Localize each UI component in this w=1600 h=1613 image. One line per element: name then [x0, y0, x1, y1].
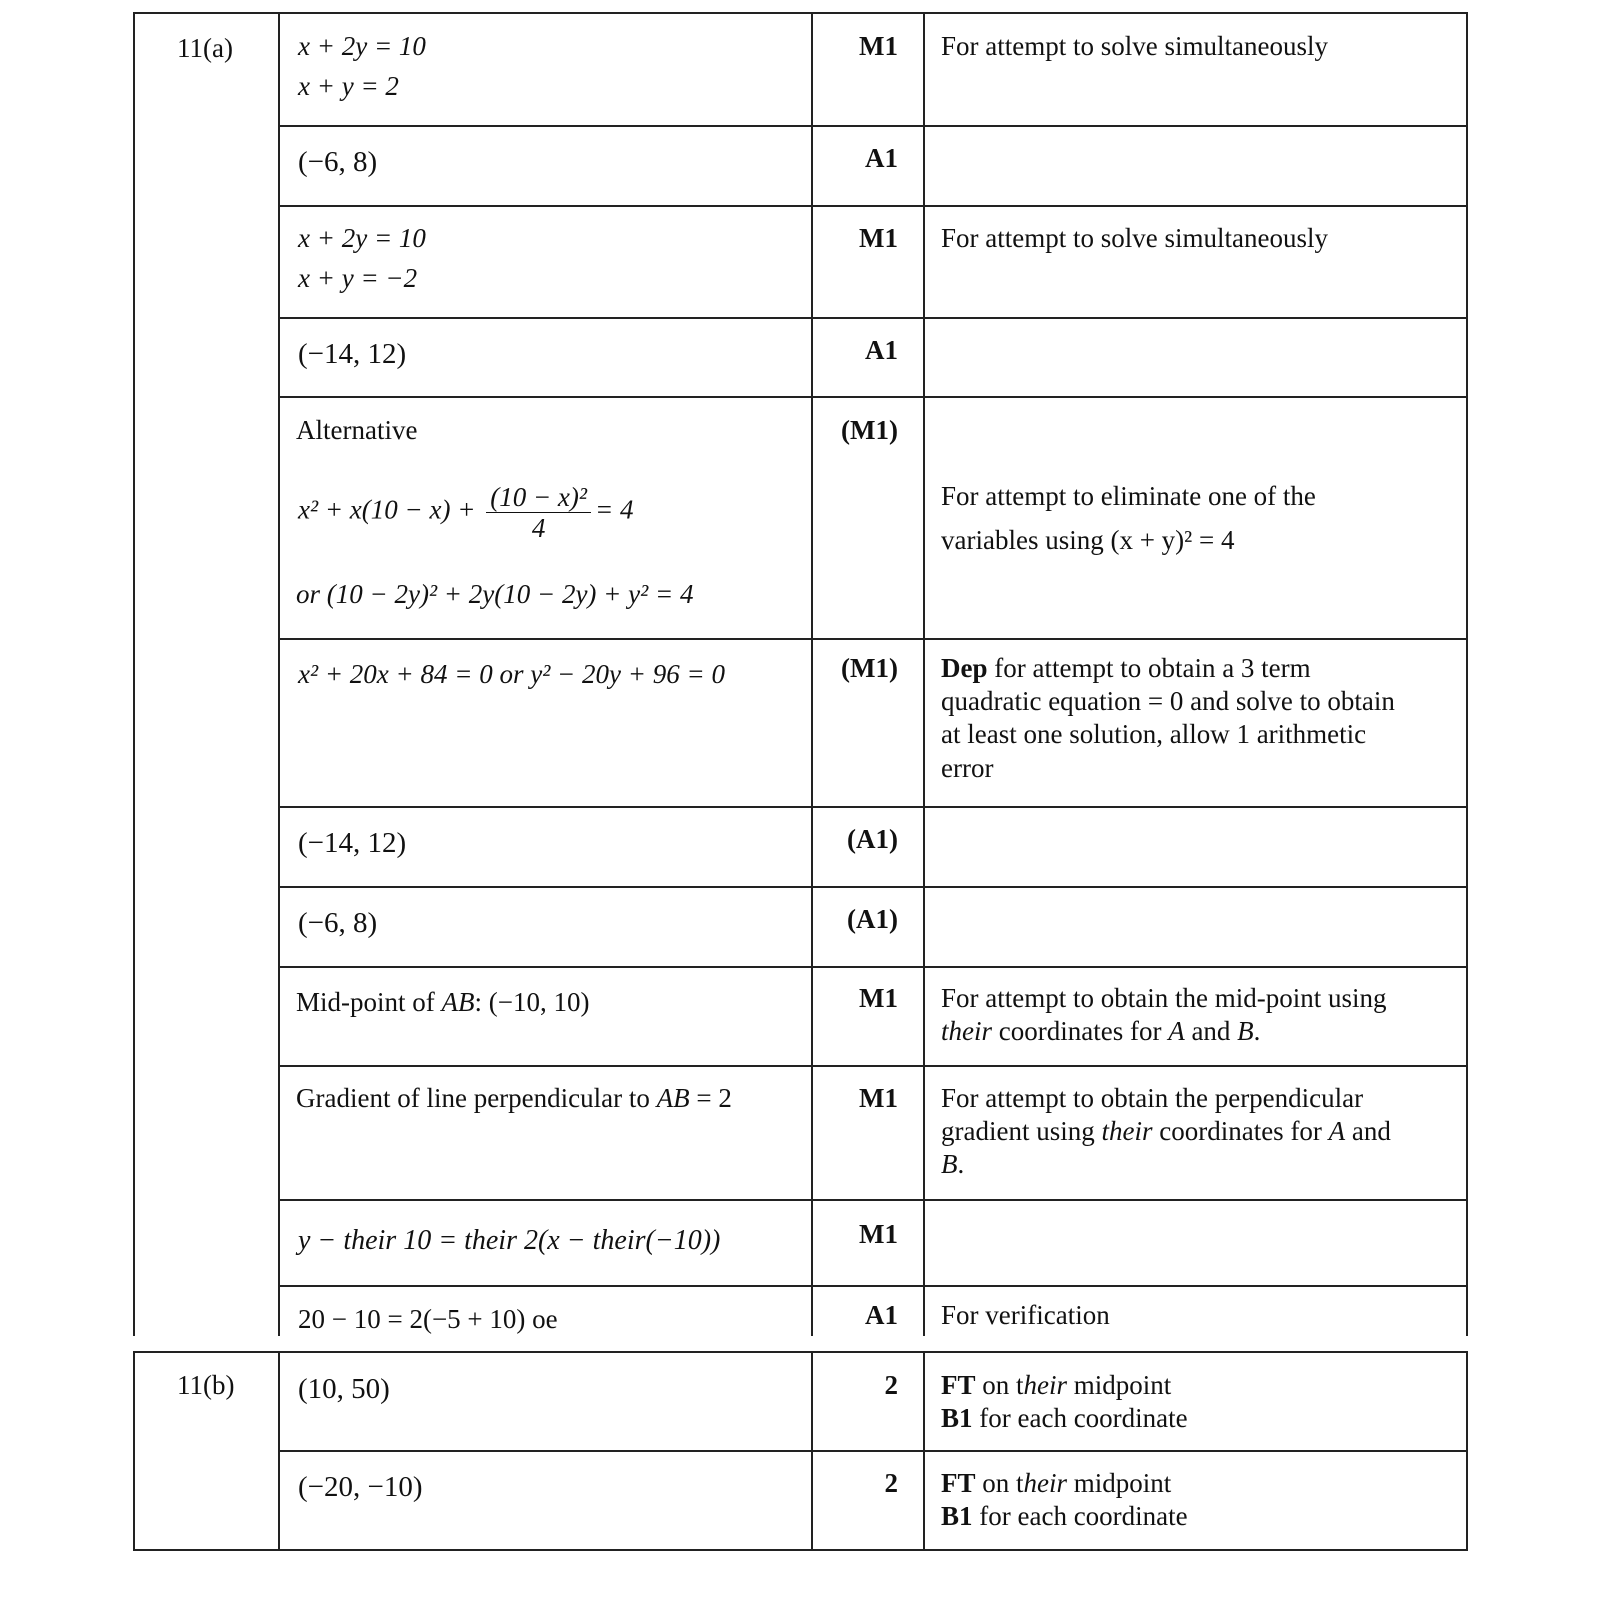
answer-line: (−14, 12)	[298, 338, 407, 370]
guidance-line	[941, 1402, 1188, 1435]
row-divider	[278, 125, 1466, 127]
row-divider	[278, 396, 1466, 398]
fraction-numerator: (10 − x)²	[486, 482, 591, 513]
guidance-italic: heir	[1023, 1468, 1068, 1498]
row-divider	[278, 317, 1466, 319]
mark: A1	[865, 143, 898, 173]
guidance-line	[941, 1115, 1391, 1148]
row-divider	[278, 205, 1466, 207]
mark: (M1)	[841, 415, 898, 445]
guidance-line	[941, 1148, 964, 1181]
answer-text: : (−10, 10)	[474, 987, 590, 1017]
guidance-text: .	[957, 1149, 965, 1179]
answer-line: or (10 − 2y)² + 2y(10 − 2y) + y² = 4	[296, 579, 694, 609]
answer-line: (−6, 8)	[298, 146, 378, 178]
guidance-bold: Dep	[941, 653, 988, 683]
guidance-italic: B	[1237, 1016, 1254, 1046]
row-divider	[278, 966, 1466, 968]
answer-line: x² + 20x + 84 = 0 or y² − 20y + 96 = 0	[298, 659, 725, 689]
guidance-text: .	[1253, 1016, 1261, 1046]
guidance-text: coordinates for	[1152, 1116, 1329, 1146]
row-divider	[278, 806, 1466, 808]
answer-line: (10, 50)	[298, 1373, 390, 1405]
equation-right: = 4	[594, 494, 634, 525]
mark: (A1)	[847, 904, 898, 934]
guidance-text: gradient using	[941, 1116, 1102, 1146]
mark: 2	[884, 1370, 898, 1400]
answer-text: = 2	[689, 1083, 732, 1113]
answer-line: (−20, −10)	[298, 1471, 423, 1503]
row-divider	[278, 1065, 1466, 1067]
guidance-line: error	[941, 753, 994, 783]
row-divider	[278, 886, 1466, 888]
guidance-italic: heir	[1023, 1370, 1068, 1400]
guidance-line: For attempt to obtain the mid-point using	[941, 983, 1387, 1013]
guidance-line	[941, 1369, 1171, 1402]
row-divider	[278, 638, 1466, 640]
mark: M1	[859, 31, 898, 61]
guidance-text: on t	[975, 1370, 1024, 1400]
guidance-text: for each coordinate	[972, 1501, 1188, 1531]
guidance-text: for attempt to obtain a 3 term	[987, 653, 1311, 683]
answer-line: y − their 10 = their 2(x − their(−10))	[298, 1225, 721, 1256]
answer-line: 20 − 10 = 2(−5 + 10) oe	[298, 1304, 558, 1334]
equation	[298, 482, 633, 543]
guidance-italic: A	[1168, 1016, 1185, 1046]
guidance-bold: FT	[941, 1370, 976, 1400]
guidance-line: variables using (x + y)² = 4	[941, 525, 1235, 555]
top-rule	[135, 12, 1466, 14]
guidance-text: and	[1345, 1116, 1391, 1146]
answer-line	[296, 1082, 732, 1115]
guidance-bold: B1	[941, 1501, 973, 1531]
guidance-bold: B1	[941, 1403, 973, 1433]
guidance-italic: their	[1101, 1116, 1153, 1146]
guidance-italic: B	[941, 1149, 958, 1179]
mark: M1	[859, 223, 898, 253]
row-divider	[278, 1199, 1466, 1201]
mark: (M1)	[841, 653, 898, 683]
answer-line	[296, 986, 589, 1019]
answer-line: Alternative	[296, 415, 418, 445]
guidance-text: for each coordinate	[972, 1403, 1188, 1433]
answer-text: Mid-point of	[296, 987, 442, 1017]
guidance-line: at least one solution, allow 1 arithmetic	[941, 719, 1367, 749]
guidance-line: quadratic equation = 0 and solve to obtain	[941, 686, 1395, 716]
question-label: 11(a)	[177, 33, 233, 63]
guidance-line	[941, 1500, 1188, 1533]
guidance-text: midpoint	[1067, 1468, 1172, 1498]
mark: M1	[859, 1219, 898, 1249]
mark-scheme-table-11a	[133, 12, 1468, 1336]
mark: M1	[859, 1083, 898, 1113]
guidance: For attempt to solve simultaneously	[941, 31, 1328, 61]
fraction	[486, 482, 591, 543]
guidance-text: coordinates for	[992, 1016, 1169, 1046]
guidance-line: For attempt to obtain the perpendicular	[941, 1083, 1364, 1113]
answer-italic: AB	[441, 987, 475, 1017]
answer-line: x + y = −2	[298, 263, 418, 293]
guidance-italic: A	[1328, 1116, 1346, 1146]
guidance-line	[941, 1467, 1171, 1500]
row-divider	[278, 1285, 1466, 1287]
mark: 2	[884, 1468, 898, 1498]
guidance-text: on t	[975, 1468, 1024, 1498]
mark: A1	[865, 1300, 898, 1330]
guidance-line	[941, 1015, 1260, 1048]
column-divider	[923, 12, 925, 1336]
fraction-denominator: 4	[531, 513, 546, 543]
answer-line: (−6, 8)	[298, 907, 378, 939]
mark: A1	[865, 335, 898, 365]
answer-line: (−14, 12)	[298, 827, 407, 859]
guidance-text: midpoint	[1067, 1370, 1172, 1400]
guidance-bold: FT	[941, 1468, 976, 1498]
answer-text: Gradient of line perpendicular to	[296, 1083, 657, 1113]
guidance-line: For attempt to eliminate one of the	[941, 481, 1316, 511]
answer-italic: AB	[656, 1083, 690, 1113]
answer-line: x + 2y = 10	[298, 31, 426, 61]
mark-scheme-table-11b	[133, 1351, 1468, 1551]
question-label: 11(b)	[177, 1370, 235, 1400]
guidance-italic: their	[941, 1016, 992, 1046]
mark: M1	[859, 983, 898, 1013]
mark: (A1)	[847, 824, 898, 854]
guidance: For verification	[941, 1300, 1110, 1330]
answer-line: x + 2y = 10	[298, 223, 426, 253]
guidance-line	[941, 652, 1311, 685]
row-divider	[278, 1450, 1466, 1452]
guidance: For attempt to solve simultaneously	[941, 223, 1328, 253]
equation-left: x² + x(10 − x) +	[298, 494, 483, 525]
answer-line: x + y = 2	[298, 71, 399, 101]
guidance-text: and	[1184, 1016, 1238, 1046]
column-divider	[278, 12, 280, 1336]
